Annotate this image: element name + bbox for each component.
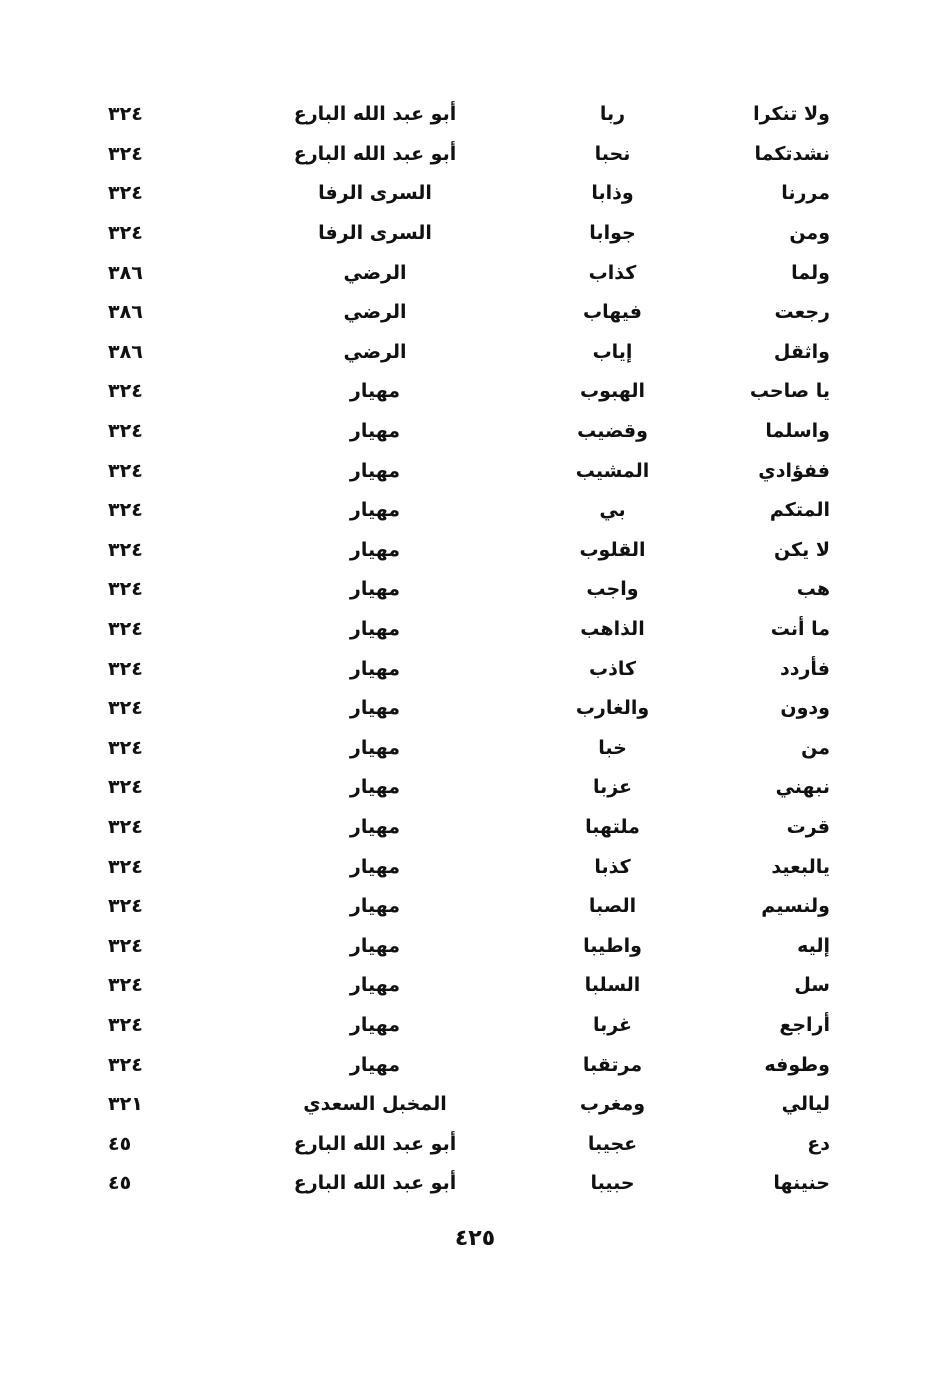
verse-first-word: يالبعيد	[771, 855, 830, 878]
page-reference: ٣٢٤	[108, 499, 143, 522]
page-reference: ٣٢٤	[108, 538, 143, 561]
page-reference: ٣٢٤	[108, 103, 143, 126]
rhyme-word: والغارب	[575, 697, 650, 720]
page-reference: ٣٨٦	[108, 340, 143, 363]
table-row	[100, 333, 830, 373]
rhyme-word: فيهاب	[583, 301, 642, 324]
verse-first-word: ومن	[789, 222, 830, 245]
table-row	[100, 649, 830, 689]
rhyme-word: المشيب	[575, 459, 650, 482]
table-row	[100, 412, 830, 452]
poet-name: مهيار	[349, 1053, 401, 1076]
verse-first-word: واسلما	[765, 420, 830, 443]
poet-name: مهيار	[349, 538, 401, 561]
rhyme-word: الهبوب	[580, 380, 645, 403]
table-row	[100, 293, 830, 333]
poet-name: أبو عبد الله البارع	[293, 103, 457, 126]
table-row	[100, 966, 830, 1006]
rhyme-word: حبيبا	[590, 1172, 635, 1195]
rhyme-word: عجيبا	[587, 1132, 638, 1155]
verse-first-word: ولما	[791, 261, 830, 284]
poet-name: مهيار	[349, 578, 401, 601]
verse-first-word: إليه	[797, 934, 830, 957]
verse-first-word: رجعت	[774, 301, 830, 324]
rhyme-word: الذاهب	[580, 618, 645, 641]
rhyme-word: كاذب	[588, 657, 637, 680]
rhyme-word: خبا	[598, 736, 627, 759]
rhyme-word: كذاب	[588, 261, 637, 284]
poet-name: مهيار	[349, 855, 401, 878]
rhyme-word: ربا	[599, 103, 626, 126]
poet-name: السرى الرفا	[318, 222, 432, 245]
poet-name: مهيار	[349, 499, 401, 522]
page-reference: ٣٢٤	[108, 420, 143, 443]
verse-first-word: ليالي	[781, 1093, 830, 1116]
rhyme-word: غربا	[592, 1013, 633, 1036]
poet-name: مهيار	[349, 420, 401, 443]
verse-first-word: ما أنت	[770, 618, 830, 641]
page-reference: ٣٢٤	[108, 578, 143, 601]
poet-name: أبو عبد الله البارع	[293, 1172, 457, 1195]
poet-name: مهيار	[349, 974, 401, 997]
table-row	[100, 135, 830, 175]
table-row	[100, 808, 830, 848]
verse-first-word: وطوفه	[764, 1053, 830, 1076]
poet-name: مهيار	[349, 815, 401, 838]
poet-name: الرضي	[343, 340, 407, 363]
page-reference: ٣٢٤	[108, 934, 143, 957]
verse-first-word: هب	[796, 578, 830, 601]
rhyme-word: السلبا	[584, 974, 641, 997]
page-reference: ٣٢١	[108, 1093, 143, 1116]
table-row	[100, 610, 830, 650]
table-row	[100, 451, 830, 491]
rhyme-word: واجب	[586, 578, 639, 601]
rhyme-word: ملتهبا	[585, 815, 640, 838]
page-reference: ٣٢٤	[108, 736, 143, 759]
rhyme-word: نحبا	[594, 142, 631, 165]
rhyme-word: عزبا	[592, 776, 633, 799]
page-reference: ٣٢٤	[108, 855, 143, 878]
poet-name: مهيار	[349, 776, 401, 799]
table-row	[100, 1124, 830, 1164]
page-reference: ٣٢٤	[108, 895, 143, 918]
table-row	[100, 887, 830, 927]
table-row	[100, 491, 830, 531]
rhyme-word: واطيبا	[583, 934, 642, 957]
page-reference: ٣٢٤	[108, 222, 143, 245]
rhyme-word: كذبا	[594, 855, 631, 878]
verse-first-word: واثقل	[773, 340, 830, 363]
table-row	[100, 926, 830, 966]
table-row	[100, 570, 830, 610]
verse-first-word: فأردد	[779, 657, 830, 680]
page-reference: ٣٢٤	[108, 657, 143, 680]
page-number: ٤٢٥	[454, 1226, 496, 1251]
table-row	[100, 689, 830, 729]
page-reference: ٣٢٤	[108, 380, 143, 403]
poet-name: مهيار	[349, 736, 401, 759]
page-reference: ٣٢٤	[108, 697, 143, 720]
page-reference: ٣٢٤	[108, 142, 143, 165]
page-reference: ٤٥	[108, 1132, 132, 1155]
verse-first-word: ولنسيم	[761, 895, 830, 918]
verse-first-word: ففؤادي	[758, 459, 830, 482]
poet-name: المخبل السعدي	[303, 1093, 447, 1116]
rhyme-word: القلوب	[579, 538, 646, 561]
poet-name: الرضي	[343, 301, 407, 324]
rhyme-word: وقضيب	[577, 420, 648, 443]
table-row	[100, 95, 830, 135]
table-row	[100, 729, 830, 769]
rhyme-word: مرتقبا	[582, 1053, 643, 1076]
verse-first-word: يا صاحب	[749, 380, 830, 403]
page-reference: ٤٥	[108, 1172, 132, 1195]
table-row	[100, 174, 830, 214]
rhyme-word: إياب	[592, 340, 633, 363]
poetry-index-table	[100, 95, 830, 1204]
verse-first-word: لا يكن	[773, 538, 830, 561]
table-row	[100, 768, 830, 808]
verse-first-word: دع	[807, 1132, 830, 1155]
rhyme-word: جوابا	[589, 222, 636, 245]
page-reference: ٣٢٤	[108, 1013, 143, 1036]
page-reference: ٣٢٤	[108, 974, 143, 997]
table-row	[100, 1045, 830, 1085]
table-row	[100, 372, 830, 412]
poet-name: مهيار	[349, 380, 401, 403]
table-row	[100, 214, 830, 254]
table-row	[100, 1164, 830, 1204]
verse-first-word: أراجع	[779, 1013, 830, 1036]
poet-name: مهيار	[349, 934, 401, 957]
verse-first-word: مررنا	[781, 182, 830, 205]
rhyme-word: الصبا	[588, 895, 637, 918]
table-row	[100, 1006, 830, 1046]
rhyme-word: بي	[599, 499, 626, 522]
verse-first-word: قرت	[786, 815, 830, 838]
verse-first-word: حنينها	[773, 1172, 830, 1195]
poet-name: مهيار	[349, 697, 401, 720]
verse-first-word: نبهني	[775, 776, 830, 799]
table-row	[100, 253, 830, 293]
page-reference: ٣٨٦	[108, 261, 143, 284]
poet-name: السرى الرفا	[318, 182, 432, 205]
page-reference: ٣٢٤	[108, 776, 143, 799]
rhyme-word: ومغرب	[579, 1093, 646, 1116]
verse-first-word: ولا تنكرا	[753, 103, 830, 126]
poet-name: أبو عبد الله البارع	[293, 1132, 457, 1155]
poet-name: مهيار	[349, 1013, 401, 1036]
verse-first-word: ودون	[780, 697, 830, 720]
poet-name: مهيار	[349, 459, 401, 482]
verse-first-word: سل	[794, 974, 830, 997]
table-row	[100, 1085, 830, 1125]
page-reference: ٣٢٤	[108, 618, 143, 641]
verse-first-word: نشدتكما	[754, 142, 830, 165]
rhyme-word: وذابا	[591, 182, 634, 205]
table-row	[100, 847, 830, 887]
poet-name: مهيار	[349, 895, 401, 918]
page-reference: ٣٢٤	[108, 459, 143, 482]
verse-first-word: المتكم	[769, 499, 830, 522]
page-reference: ٣٢٤	[108, 1053, 143, 1076]
table-row	[100, 531, 830, 571]
page-reference: ٣٨٦	[108, 301, 143, 324]
poet-name: مهيار	[349, 657, 401, 680]
page-reference: ٣٢٤	[108, 815, 143, 838]
verse-first-word: من	[801, 736, 830, 759]
page-reference: ٣٢٤	[108, 182, 143, 205]
poet-name: الرضي	[343, 261, 407, 284]
poet-name: أبو عبد الله البارع	[293, 142, 457, 165]
poet-name: مهيار	[349, 618, 401, 641]
